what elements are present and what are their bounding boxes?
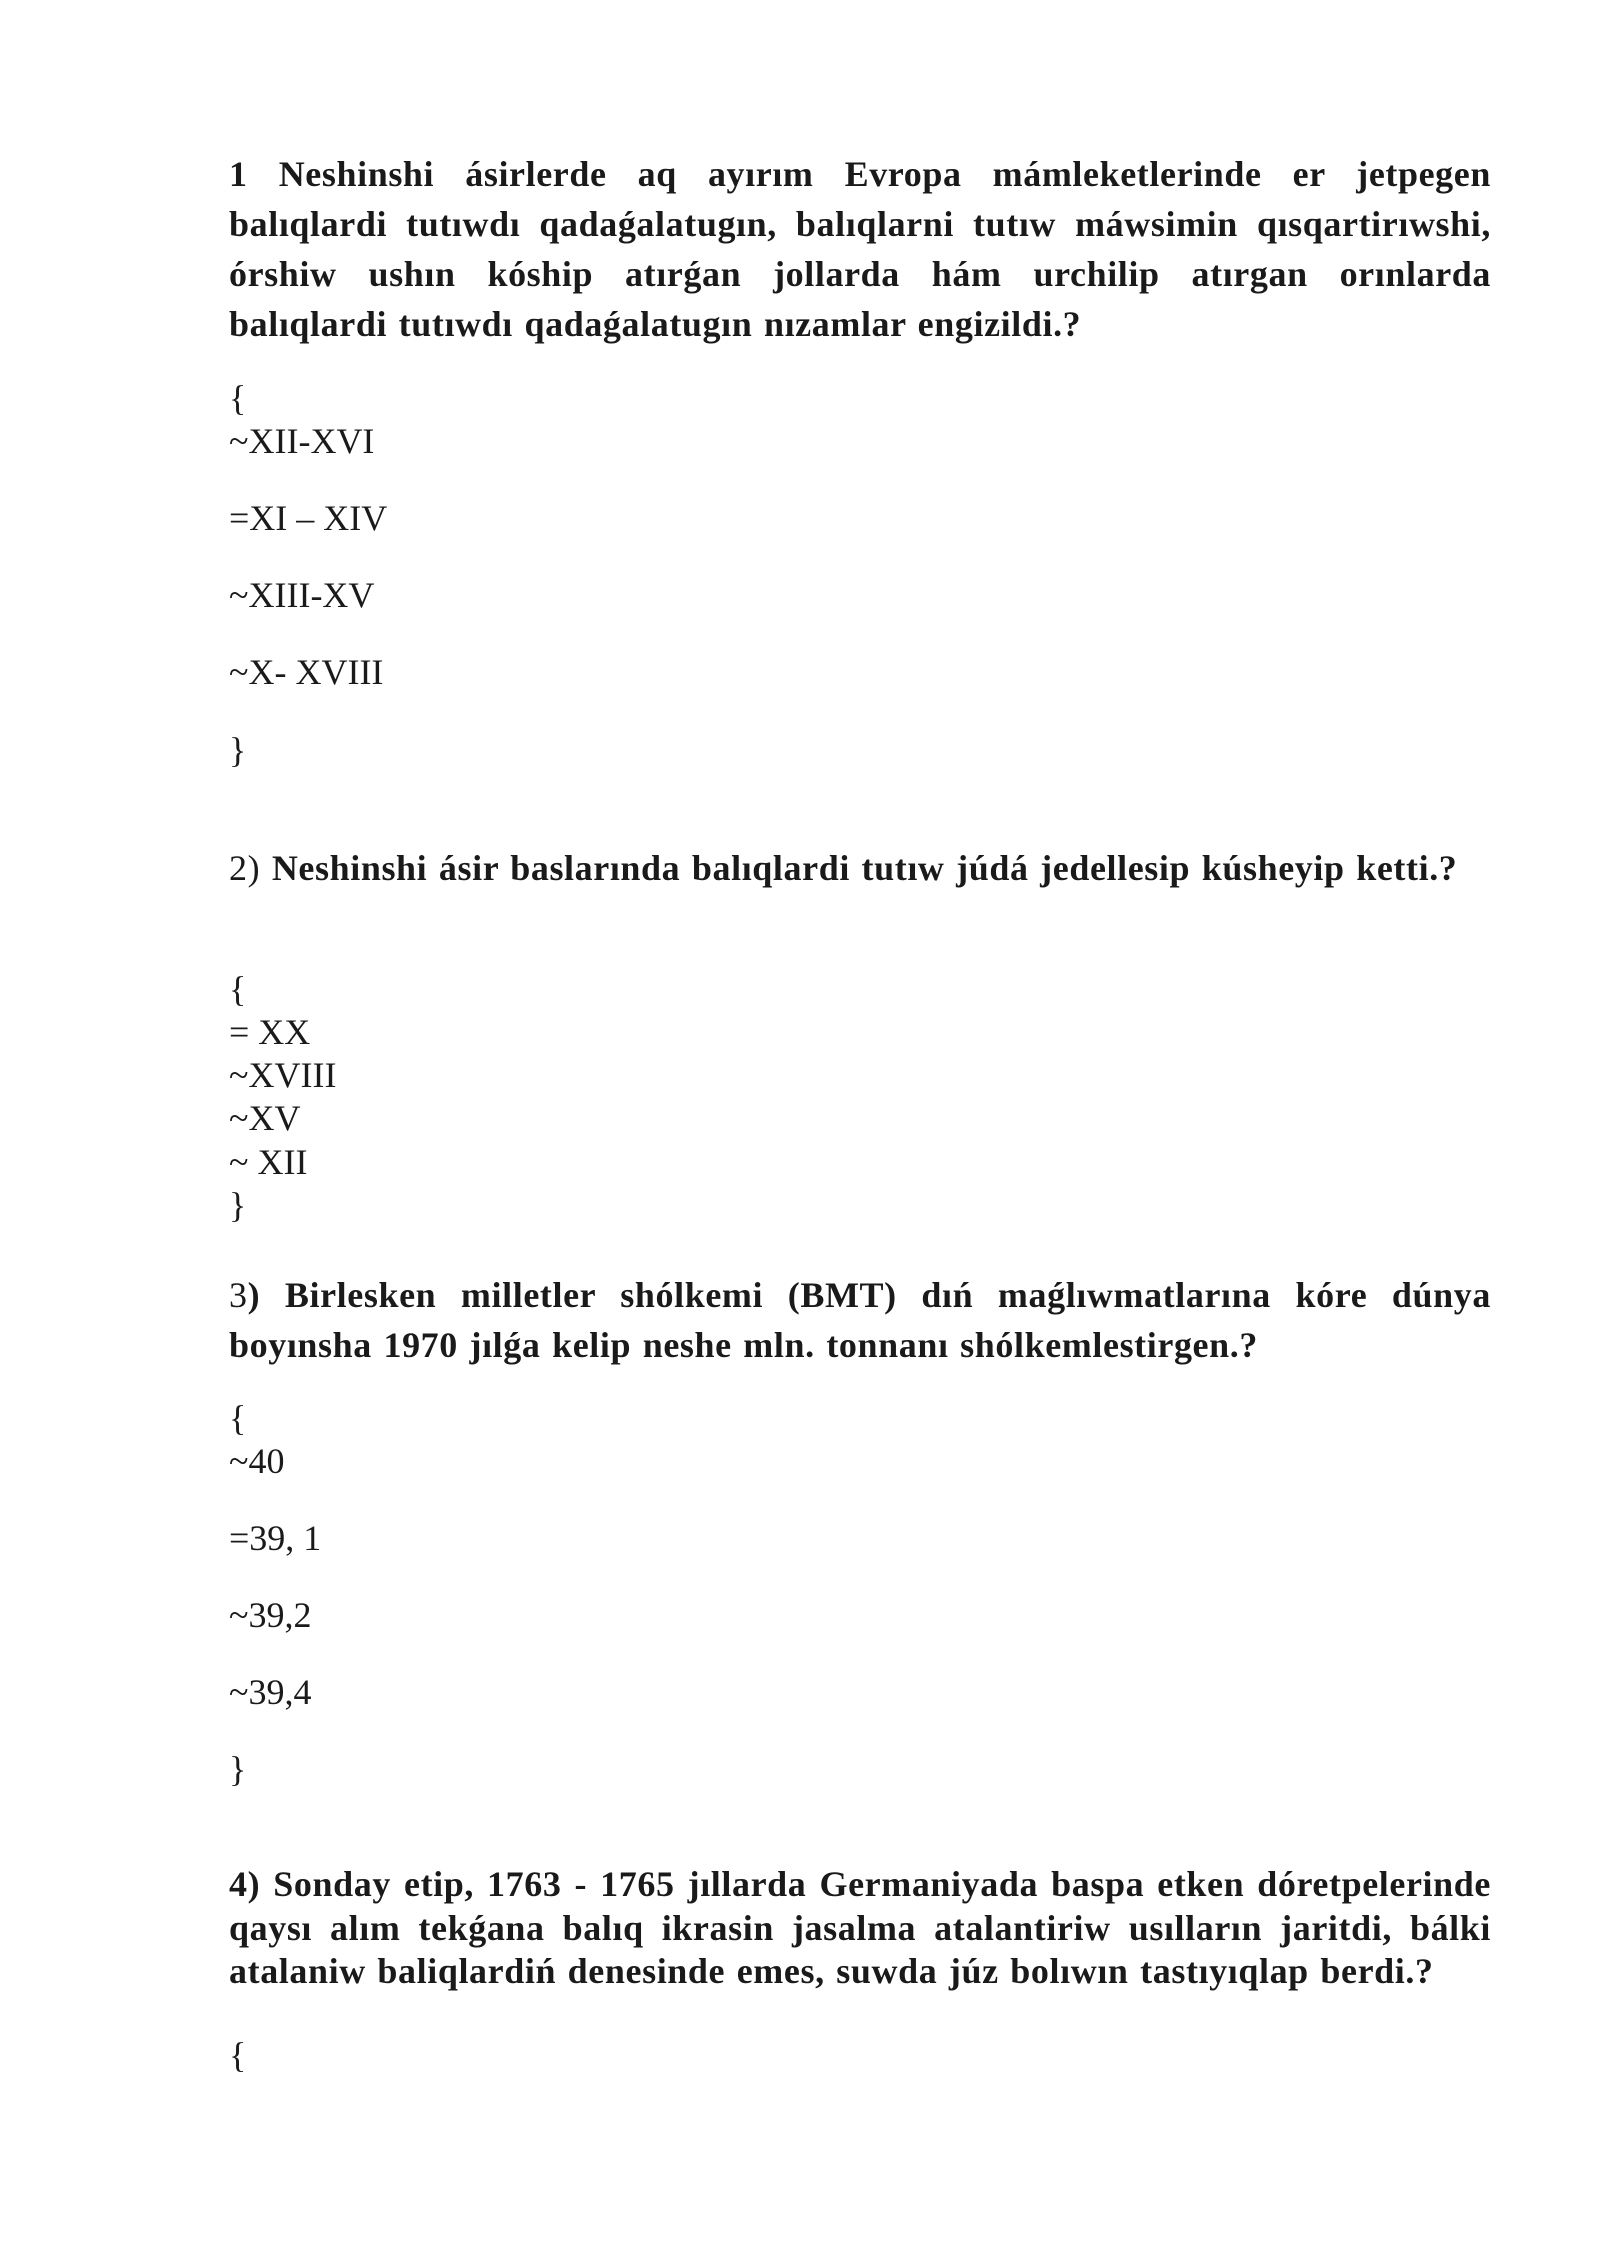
close-brace: }	[229, 1749, 247, 1789]
open-brace: {	[229, 2035, 247, 2075]
answer-option: ~XII-XVI	[229, 421, 375, 461]
open-brace: {	[229, 378, 247, 418]
open-brace: {	[229, 1398, 247, 1438]
question-2	[229, 843, 1491, 893]
question-4	[229, 1863, 1491, 1994]
question-3	[229, 1270, 1491, 1370]
open-brace: {	[229, 969, 247, 1009]
question-text: Neshinshi ásir baslarında balıqlardi tutıw júdá jedellesip kúsheyip ketti.?	[271, 848, 1458, 888]
answer-option-correct: =39, 1	[229, 1518, 322, 1558]
question-number: 2)	[229, 848, 261, 888]
answer-option-correct: = XX	[229, 1012, 311, 1052]
answer-option: ~ XII	[229, 1142, 308, 1182]
close-brace: }	[229, 1185, 247, 1225]
question-text: Neshinshi ásirlerde aq ayırım Evropa mámleketlerinde er jetpegen balıqlardi tutıwdı qadaǵalatugın, balıqlarni tutıw máwsimin qısqartirıwshi, órshiw ushın kóship atırǵan jollarda hám urchilip atırgan orınlarda balıqlardi tutıwdı qadaǵalatugın nızamlar engizildi.?	[229, 154, 1491, 344]
close-brace: }	[229, 730, 247, 770]
answer-option: ~XV	[229, 1098, 301, 1138]
answer-option: ~39,2	[229, 1595, 312, 1635]
answer-option-correct: =XI – XIV	[229, 498, 388, 538]
answer-option: ~XIII-XV	[229, 575, 375, 615]
question-number: 4)	[229, 1864, 261, 1904]
question-1	[229, 149, 1491, 349]
question-number: 3	[229, 1275, 248, 1315]
question-text: Sonday etip, 1763 - 1765 jıllarda Germaniyada baspa etken dóretpelerinde qaysı alım tekǵana balıq ikrasin jasalma atalantiriw usılların jaritdi, bálki atalaniw baliqlardiń denesinde emes, suwda júz bolıwın tastıyıqlap berdi.?	[229, 1864, 1491, 1991]
answer-option: ~39,4	[229, 1672, 312, 1712]
question-text: ) Birlesken milletler shólkemi (BMT) dıń maǵlıwmatlarına kóre dúnya boyınsha 1970 jılǵa kelip neshe mln. tonnanı shólkemlestirgen.?	[229, 1275, 1491, 1365]
answer-option: ~X- XVIII	[229, 652, 384, 692]
question-number: 1	[229, 154, 248, 194]
answer-option: ~XVIII	[229, 1055, 337, 1095]
answer-option: ~40	[229, 1441, 285, 1481]
